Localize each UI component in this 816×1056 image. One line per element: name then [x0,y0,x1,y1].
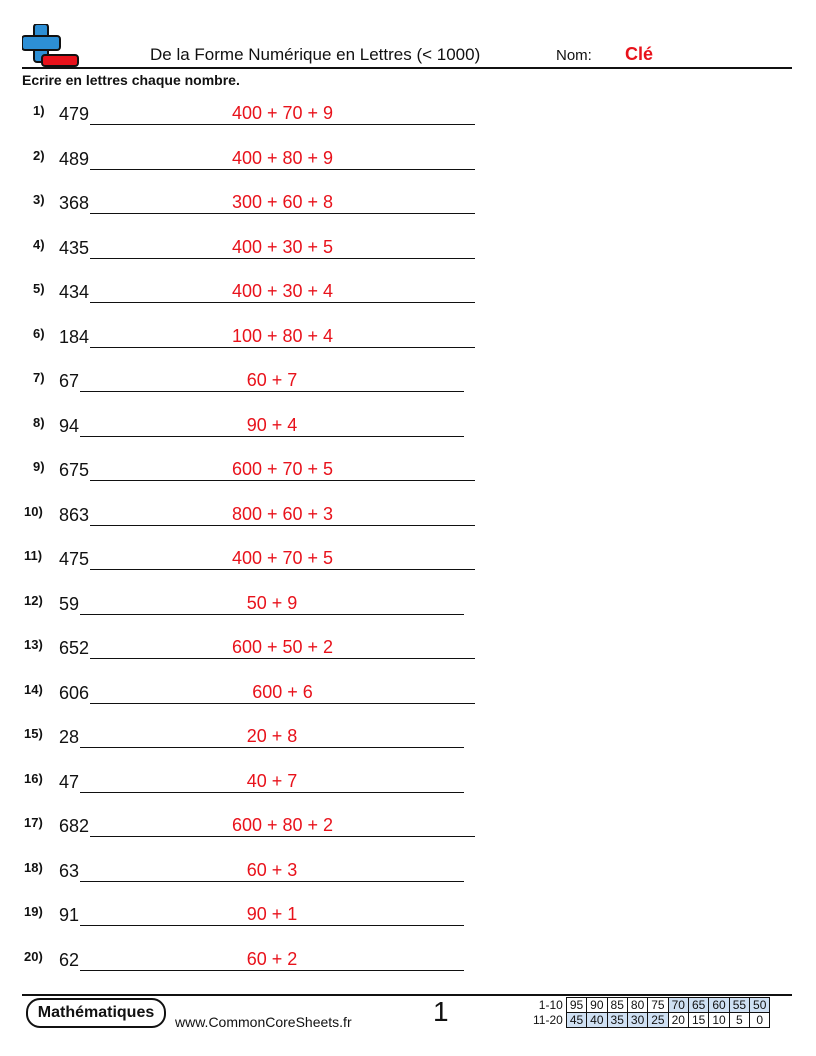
problem-number-label: 13) [24,637,43,652]
problem-value: 67 [59,371,80,391]
answer-text: 400 + 30 + 5 [231,236,334,257]
answer-text: 400 + 30 + 4 [231,281,334,301]
answer-line [90,347,475,348]
problem-row [0,548,500,578]
problem-value: 652 [59,638,90,658]
problem-row [0,949,500,979]
worksheet-title: De la Forme Numérique en Lettres (< 1000) [150,45,481,64]
problem-number-label: 3) [33,192,45,207]
problem-row [0,415,500,445]
problem-value: 606 [59,682,90,703]
answer-line [90,258,475,259]
score-cell: 15 [688,1013,708,1028]
answer-line [80,747,464,748]
problem-number-label: 19) [24,904,43,919]
problem-value: 479 [59,104,90,124]
answer-line [90,213,475,214]
problem-number-label: 17) [24,815,43,830]
instructions: Ecrire en lettres chaque nombre. [22,72,240,88]
score-cell: 60 [709,998,729,1013]
problem-value: 62 [59,949,80,970]
score-cell: 45 [566,1013,586,1028]
problem-value: 47 [59,771,80,792]
problem-row [0,726,500,756]
answer-text: 20 + 8 [246,726,298,746]
answer-text: 600 + 6 [252,681,313,702]
answer-text: 40 + 7 [246,770,298,791]
problem-row [0,281,500,311]
answer-line [80,391,464,392]
problem-number-label: 8) [33,414,45,430]
problem-number-label: 1) [33,103,45,118]
problem-number-label: 4) [33,236,45,252]
problem-number-label: 18) [24,859,43,875]
score-cell: 75 [648,998,668,1013]
answer-text: 300 + 60 + 8 [231,192,334,212]
answer-text: 400 + 70 + 5 [231,548,334,568]
problem-value: 91 [59,905,80,925]
score-row-label: 11-20 [533,1013,563,1027]
problem-number-label: 7) [33,370,45,385]
problem-value: 435 [59,237,90,258]
score-cell: 85 [607,998,627,1013]
problem-row [0,237,500,267]
score-cell: 50 [750,998,770,1013]
problem-number-label: 12) [24,592,43,608]
problem-row [0,103,500,133]
problem-number-label: 5) [33,281,45,296]
score-row [530,998,770,1013]
problem-number-label: 11) [24,548,43,563]
score-cell: 30 [627,1013,647,1028]
problem-number-label: 20) [24,948,43,964]
problem-row [0,904,500,934]
answer-text: 600 + 80 + 2 [231,815,334,835]
answer-text: 90 + 4 [246,414,298,435]
answer-line [80,925,464,926]
problem-row [0,815,500,845]
answer-text: 100 + 80 + 4 [231,325,334,346]
problem-number-label: 10) [24,503,43,519]
problem-row [0,860,500,890]
answer-line [90,836,475,837]
score-cell: 95 [566,998,586,1013]
score-cell: 90 [587,998,607,1013]
problem-value: 28 [59,727,80,747]
problem-value: 184 [59,326,90,347]
problem-row [0,593,500,623]
answer-line [90,658,475,659]
score-cell: 70 [668,998,688,1013]
problem-number-label: 9) [33,459,45,474]
answer-line [90,703,475,704]
answer-line [90,302,475,303]
answer-text: 60 + 3 [246,859,298,880]
problem-row [0,504,500,534]
problem-value: 489 [59,148,90,169]
answer-line [90,480,475,481]
problem-row [0,771,500,801]
answer-line [90,124,475,125]
problem-number-label: 15) [24,726,43,741]
problem-value: 675 [59,460,90,480]
problem-value: 863 [59,504,90,525]
answer-line [80,970,464,971]
answer-line [80,436,464,437]
score-row-label: 1-10 [538,998,563,1012]
answer-line [90,569,475,570]
answer-text: 400 + 70 + 9 [231,103,334,123]
problem-row [0,637,500,667]
problem-value: 682 [59,816,90,836]
score-cell: 0 [750,1013,770,1028]
answer-line [80,792,464,793]
header-divider [22,67,792,69]
score-cell: 40 [587,1013,607,1028]
answer-line [90,525,475,526]
problem-number-label: 14) [24,681,43,697]
problem-value: 59 [59,593,80,614]
problem-value: 434 [59,282,90,302]
answer-text: 90 + 1 [246,904,298,924]
score-row [530,1013,770,1028]
site-url: www.CommonCoreSheets.fr [175,1014,352,1030]
answer-line [90,169,475,170]
problem-row [0,682,500,712]
answer-text: 60 + 2 [246,948,298,969]
answer-text: 50 + 9 [246,592,298,613]
score-table [530,997,770,1028]
score-cell: 10 [709,1013,729,1028]
problem-number-label: 6) [33,325,45,341]
answer-text: 60 + 7 [246,370,298,390]
page-number: 1 [433,996,449,1027]
score-cell: 20 [668,1013,688,1028]
answer-text: 600 + 50 + 2 [231,637,334,657]
score-cell: 80 [627,998,647,1013]
problem-row [0,459,500,489]
score-cell: 25 [648,1013,668,1028]
problem-value: 63 [59,860,80,881]
problem-row [0,370,500,400]
score-cell: 55 [729,998,749,1013]
answer-line [80,881,464,882]
name-label: Nom: [556,47,592,64]
score-cell: 35 [607,1013,627,1028]
plus-minus-logo-icon [22,24,82,68]
answer-text: 400 + 80 + 9 [231,147,334,168]
problem-value: 475 [59,549,90,569]
problem-number-label: 16) [24,770,43,786]
problem-row [0,148,500,178]
answer-line [80,614,464,615]
problem-value: 368 [59,193,90,213]
footer-divider [22,994,792,996]
problem-value: 94 [59,415,80,436]
name-value: Clé [625,44,654,64]
problem-row [0,326,500,356]
subject-badge: Mathématiques [26,998,166,1028]
problem-number-label: 2) [33,147,45,163]
score-cell: 65 [688,998,708,1013]
score-cell: 5 [729,1013,749,1028]
answer-text: 600 + 70 + 5 [231,459,334,479]
answer-text: 800 + 60 + 3 [231,503,334,524]
problem-row [0,192,500,222]
